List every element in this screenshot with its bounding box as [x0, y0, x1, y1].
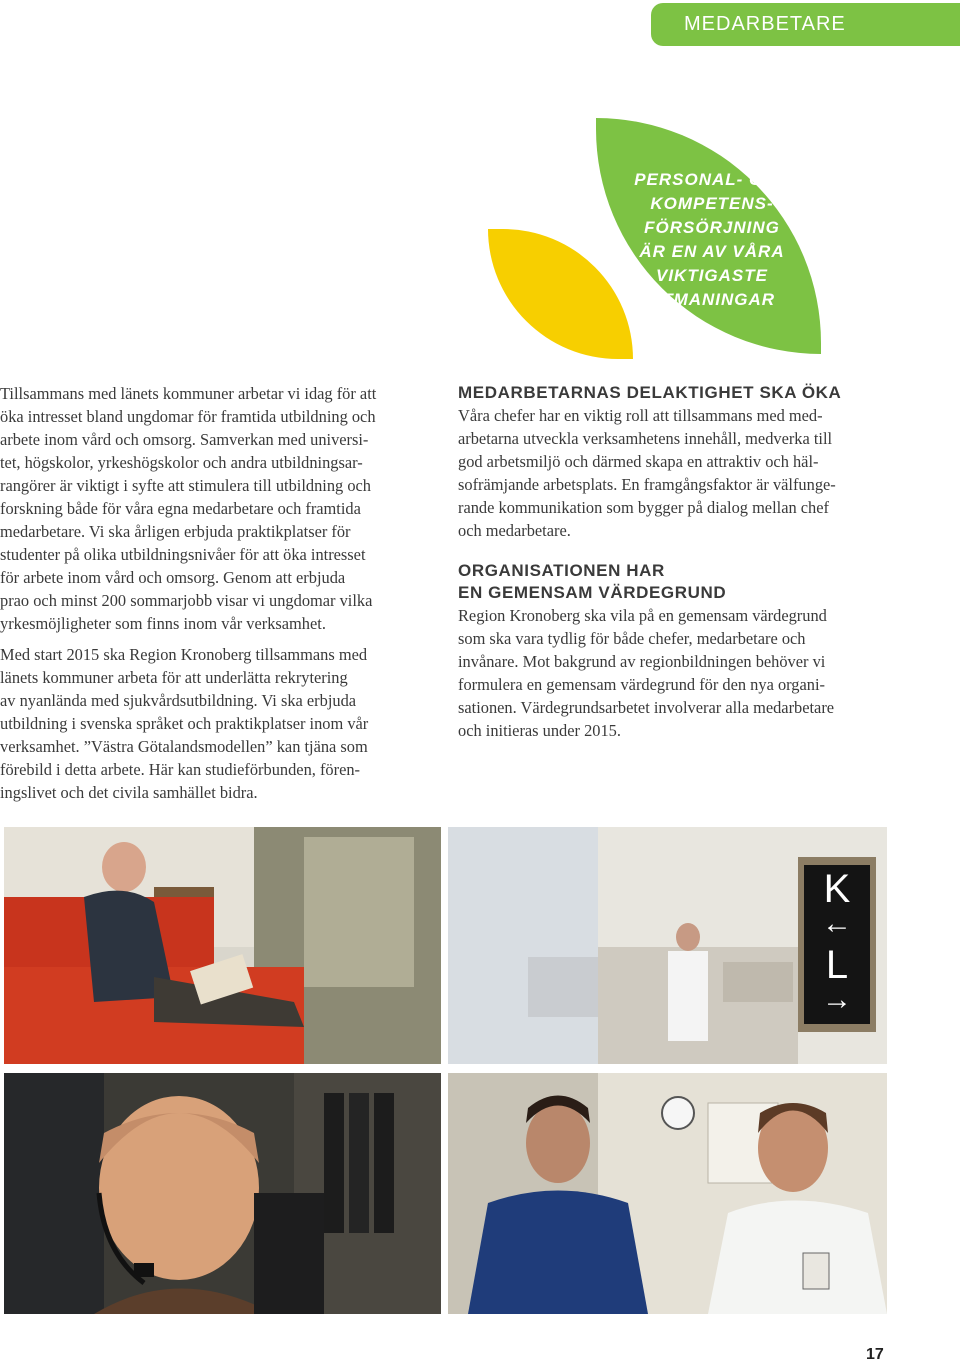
paragraph-delaktighet: [458, 404, 898, 542]
text-line: öka intresset bland ungdomar för framtida utbildning och: [0, 407, 376, 426]
heading-line: ORGANISATIONEN HAR: [458, 561, 665, 580]
text-line: förebild i detta arbete. Här kan studieförbunden, fören-: [0, 760, 360, 779]
section-heading-delaktighet: MEDARBETARNAS DELAKTIGHET SKA ÖKA: [458, 383, 842, 402]
text-line: studenter på olika utbildningsnivåer för att öka intresset: [0, 545, 366, 564]
heading-line: EN GEMENSAM VÄRDEGRUND: [458, 583, 727, 602]
text-line: god arbetsmiljö och därmed skapa en attraktiv och häl-: [458, 452, 819, 471]
text-line: länets kommuner arbeta för att underlätta rekrytering: [0, 668, 348, 687]
text-line: verksamhet. ”Västra Götalandsmodellen” kan tjäna som: [0, 737, 368, 756]
text-line: arbete inom vård och omsorg. Samverkan med universi-: [0, 430, 369, 449]
paragraph-recruitment: [0, 382, 430, 635]
text-line: formulera en gemensam värdegrund för den nya organi-: [458, 675, 825, 694]
text-line: och medarbetare.: [458, 521, 571, 540]
sign-k-arrow: [805, 869, 869, 1015]
photo-man-reading-on-sofa: [4, 827, 441, 1064]
leaf-heading-line: FÖRSÖRJNING: [644, 218, 780, 237]
text-line: Tillsammans med länets kommuner arbetar vi idag för att: [0, 384, 377, 403]
text-line: tet, högskolor, yrkeshögskolor och andra utbildningsar-: [0, 453, 363, 472]
sign-letter-k: K: [823, 867, 851, 911]
paragraph-vardegrund: [458, 604, 898, 742]
page-number: 17: [866, 1346, 884, 1363]
sign-letter-l: L: [825, 943, 849, 987]
section-heading-vardegrund: [458, 560, 898, 604]
photo-hospital-corridor: [448, 827, 887, 1064]
text-line: invånare. Mot bakgrund av regionbildningen behöver vi: [458, 652, 826, 671]
text-line: medarbetare. Vi ska årligen erbjuda praktikplatser för: [0, 522, 351, 541]
text-line: Med start 2015 ska Region Kronoberg tillsammans med: [0, 645, 368, 664]
text-line: ingslivet och det civila samhället bidra.: [0, 783, 258, 802]
photo-man-with-headset: [4, 1073, 441, 1314]
arrow-left-icon: ←: [822, 907, 852, 940]
text-line: utbildning i svenska språket och praktikplatser inom vår: [0, 714, 369, 733]
leaf-heading-line: UTMANINGAR: [648, 290, 776, 309]
text-line: prao och minst 200 sommarjobb visar vi ungdomar vilka: [0, 591, 373, 610]
leaf-heading-line: KOMPETENS-: [650, 194, 774, 213]
text-line: och initieras under 2015.: [458, 721, 621, 740]
text-line: som ska vara tydlig för både chefer, medarbetare och: [458, 629, 806, 648]
right-column: [458, 382, 898, 742]
text-line: sofrämjande arbetsplats. En framgångsfaktor är välfunge-: [458, 475, 836, 494]
text-line: rangörer är viktigt i syfte att stimulera till utbildning och: [0, 476, 371, 495]
leaf-heading-line: ÄR EN AV VÅRA: [639, 242, 785, 261]
text-line: av nyanlända med sjukvårdsutbildning. Vi ska erbjuda: [0, 691, 357, 710]
text-line: arbetarna utveckla verksamhetens innehåll, medverka till: [458, 429, 833, 448]
leaf-heading-line: VIKTIGASTE: [655, 266, 768, 285]
text-line: Våra chefer har en viktig roll att tillsammans med med-: [458, 406, 823, 425]
leaf-heading: [612, 168, 812, 312]
text-line: sationen. Värdegrundsarbetet involverar alla medarbetare: [458, 698, 835, 717]
photo-two-doctors: [448, 1073, 887, 1314]
arrow-right-icon: →: [822, 983, 852, 1016]
left-column: [0, 382, 430, 804]
text-line: yrkesmöjligheter som finns inom vår verksamhet.: [0, 614, 326, 633]
text-line: forskning både för våra egna medarbetare och framtida: [0, 499, 361, 518]
paragraph-newcomers: [0, 643, 430, 804]
text-line: Region Kronoberg ska vila på en gemensam värdegrund: [458, 606, 827, 625]
text-line: för arbete inom vård och omsorg. Genom att erbjuda: [0, 568, 346, 587]
section-tab: MEDARBETARE: [651, 3, 960, 46]
leaf-heading-line: PERSONAL- OCH: [634, 170, 790, 189]
text-line: rande kommunikation som bygger på dialog mellan chef: [458, 498, 829, 517]
